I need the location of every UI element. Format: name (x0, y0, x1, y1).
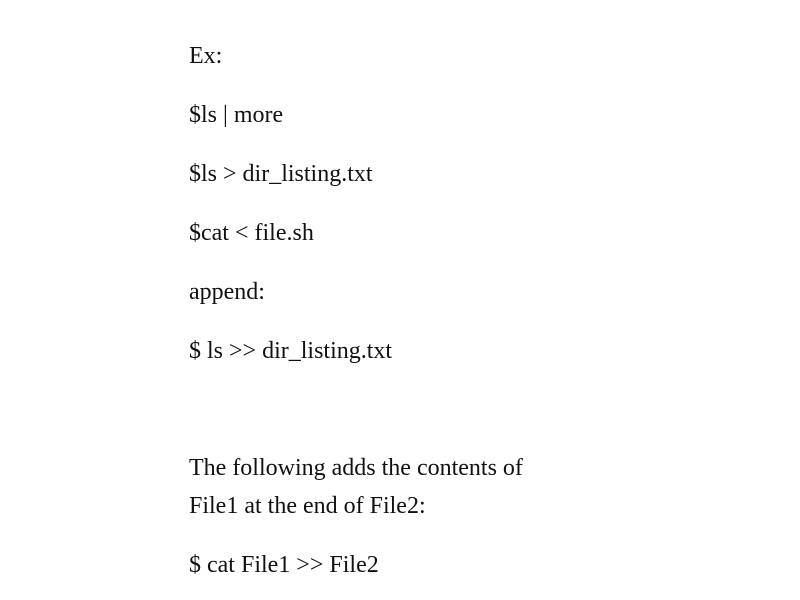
command-pipe-example: $ls | more (189, 102, 284, 128)
command-append-example: $ ls >> dir_listing.txt (189, 338, 393, 364)
command-redirect-output-example: $ls > dir_listing.txt (189, 161, 373, 187)
command-redirect-input-example: $cat < file.sh (189, 220, 314, 246)
append-heading: append: (189, 279, 265, 305)
description-line-1: The following adds the contents of (189, 455, 523, 481)
example-heading: Ex: (189, 43, 223, 69)
description-line-2: File1 at the end of File2: (189, 493, 426, 519)
command-cat-append-example: $ cat File1 >> File2 (189, 552, 379, 578)
